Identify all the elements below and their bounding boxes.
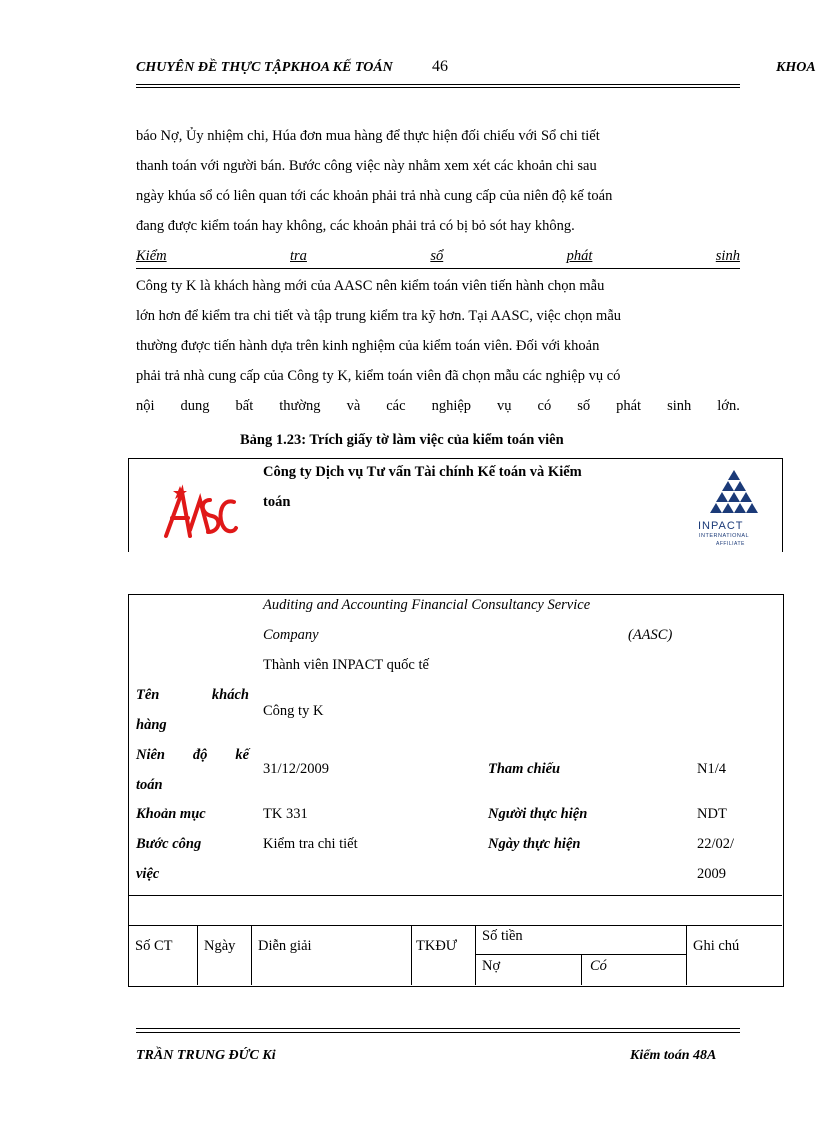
inpact-triangles-icon xyxy=(700,468,768,522)
client-label-cont: hàng xyxy=(136,717,167,733)
col-description: Diễn giải xyxy=(258,938,312,954)
col-debit: Nợ xyxy=(482,958,501,974)
aasc-logo xyxy=(160,478,240,544)
col-credit: Có xyxy=(590,958,607,974)
word: nội xyxy=(136,398,155,414)
preparer-value: NDT xyxy=(697,806,727,822)
body-line: phải trả nhà cung cấp của Công ty K, kiểm toán viên đã chọn mẫu các nghiệp vụ có xyxy=(136,368,621,384)
body-line: thường được tiến hành dựa trên kinh nghiệm của kiểm toán viên. Đối với khoản xyxy=(136,338,600,354)
word: dung xyxy=(180,398,210,414)
body-line: báo Nợ, Ủy nhiệm chi, Húa đơn mua hàng để thực hiện đối chiếu với Sổ chi tiết xyxy=(136,128,600,144)
page-number: 46 xyxy=(432,58,448,75)
word: và xyxy=(346,398,361,414)
ref-value: N1/4 xyxy=(697,761,726,777)
subheading-word: tra xyxy=(290,248,307,264)
client-label-word: Tên xyxy=(136,687,160,703)
header-right-text: KHOA xyxy=(776,60,816,75)
inpact-logo-text: INPACT xyxy=(698,520,744,532)
word: có xyxy=(537,398,552,414)
inpact-logo xyxy=(700,468,768,522)
company-name-line1: Công ty Dịch vụ Tư vấn Tài chính Kế toán và Kiểm xyxy=(263,464,582,480)
word: phát xyxy=(616,398,642,414)
period-label-cont: toán xyxy=(136,777,163,793)
subheading-word: sinh xyxy=(715,248,740,264)
word: sinh xyxy=(667,398,692,414)
period-label-word: kế xyxy=(235,747,249,763)
company-name-line2: toán xyxy=(263,494,291,510)
client-value: Công ty K xyxy=(263,703,324,719)
en-company-line1: Auditing and Accounting Financial Consultancy Service xyxy=(263,597,591,613)
body-line: Công ty K là khách hàng mới của AASC nên kiểm toán viên tiến hành chọn mẫu xyxy=(136,278,605,294)
subheading-word: phát xyxy=(566,248,593,264)
grid-line xyxy=(197,926,198,985)
client-label-word: khách xyxy=(211,687,249,703)
word: vụ xyxy=(497,398,512,414)
body-last-line xyxy=(136,398,740,428)
account-label: Khoản mục xyxy=(136,806,206,822)
en-company-line2: Company xyxy=(263,627,319,643)
company-box-right xyxy=(782,458,783,552)
word: thường xyxy=(279,398,321,414)
account-value: TK 331 xyxy=(263,806,308,822)
date-label: Ngày thực hiện xyxy=(488,836,581,852)
company-box-left xyxy=(128,458,129,552)
body-line: đang được kiểm toán hay không, các khoản phải trả có bị bỏ sót hay không. xyxy=(136,218,575,234)
subheading-word: sổ xyxy=(430,248,444,264)
period-label-word: Niên xyxy=(136,747,165,763)
date-value-cont: 2009 xyxy=(697,866,726,882)
company-box-top xyxy=(128,458,783,459)
inpact-logo-sub: INTERNATIONAL xyxy=(699,533,750,539)
header-rule-top xyxy=(136,84,740,85)
col-doc-no: Số CT xyxy=(135,938,173,954)
period-value: 31/12/2009 xyxy=(263,761,330,777)
grid-line xyxy=(686,926,687,985)
grid-line xyxy=(251,926,252,985)
aasc-logo-icon xyxy=(160,478,240,544)
word: nghiệp xyxy=(431,398,472,414)
step-value: Kiểm tra chi tiết xyxy=(263,836,358,852)
preparer-label: Người thực hiện xyxy=(488,806,588,822)
footer-rule-top xyxy=(136,1028,740,1029)
subheading xyxy=(136,248,740,269)
footer-author: TRẦN TRUNG ĐỨC Ki xyxy=(136,1048,276,1063)
grid-line xyxy=(411,926,412,985)
en-company-abbr: (AASC) xyxy=(628,627,673,643)
subheading-word: Kiểm xyxy=(136,248,167,264)
col-account: TKĐƯ xyxy=(416,938,458,954)
grid-line xyxy=(475,926,476,985)
body-line: thanh toán với người bán. Bước công việc này nhằm xem xét các khoản chi sau xyxy=(136,158,597,174)
header-rule-bottom xyxy=(136,87,740,88)
word: các xyxy=(386,398,406,414)
footer-class: Kiểm toán 48A xyxy=(630,1048,717,1063)
period-label xyxy=(136,747,249,764)
body-line: lớn hơn để kiểm tra chi tiết và tập trung kiểm tra kỹ hơn. Tại AASC, việc chọn mẫu xyxy=(136,308,622,324)
footer-rule-bottom xyxy=(136,1032,740,1033)
grid-line xyxy=(581,955,582,985)
grid-line xyxy=(129,925,782,926)
table-title: Bảng 1.23: Trích giấy tờ làm việc của kiểm toán viên xyxy=(240,432,564,448)
word: lớn. xyxy=(717,398,740,414)
date-value: 22/02/ xyxy=(697,836,735,852)
ref-label: Tham chiếu xyxy=(488,761,561,777)
member-text: Thành viên INPACT quốc tế xyxy=(263,657,429,673)
grid-line xyxy=(129,895,782,896)
col-date: Ngày xyxy=(204,938,236,954)
word: số xyxy=(577,398,591,414)
step-label-cont: việc xyxy=(136,866,160,882)
body-line: ngày khúa sổ có liên quan tới các khoản phải trả nhà cung cấp của niên độ kế toán xyxy=(136,188,613,204)
client-label xyxy=(136,687,249,704)
period-label-word: độ xyxy=(192,747,208,763)
step-label: Bước công xyxy=(136,836,202,852)
header-title: CHUYÊN ĐỀ THỰC TẬPKHOA KẾ TOÁN xyxy=(136,60,393,75)
inpact-logo-sub2: AFFILIATE xyxy=(716,541,745,547)
word: bất xyxy=(235,398,254,414)
col-amount: Số tiền xyxy=(482,928,523,944)
col-note: Ghi chú xyxy=(693,938,740,954)
